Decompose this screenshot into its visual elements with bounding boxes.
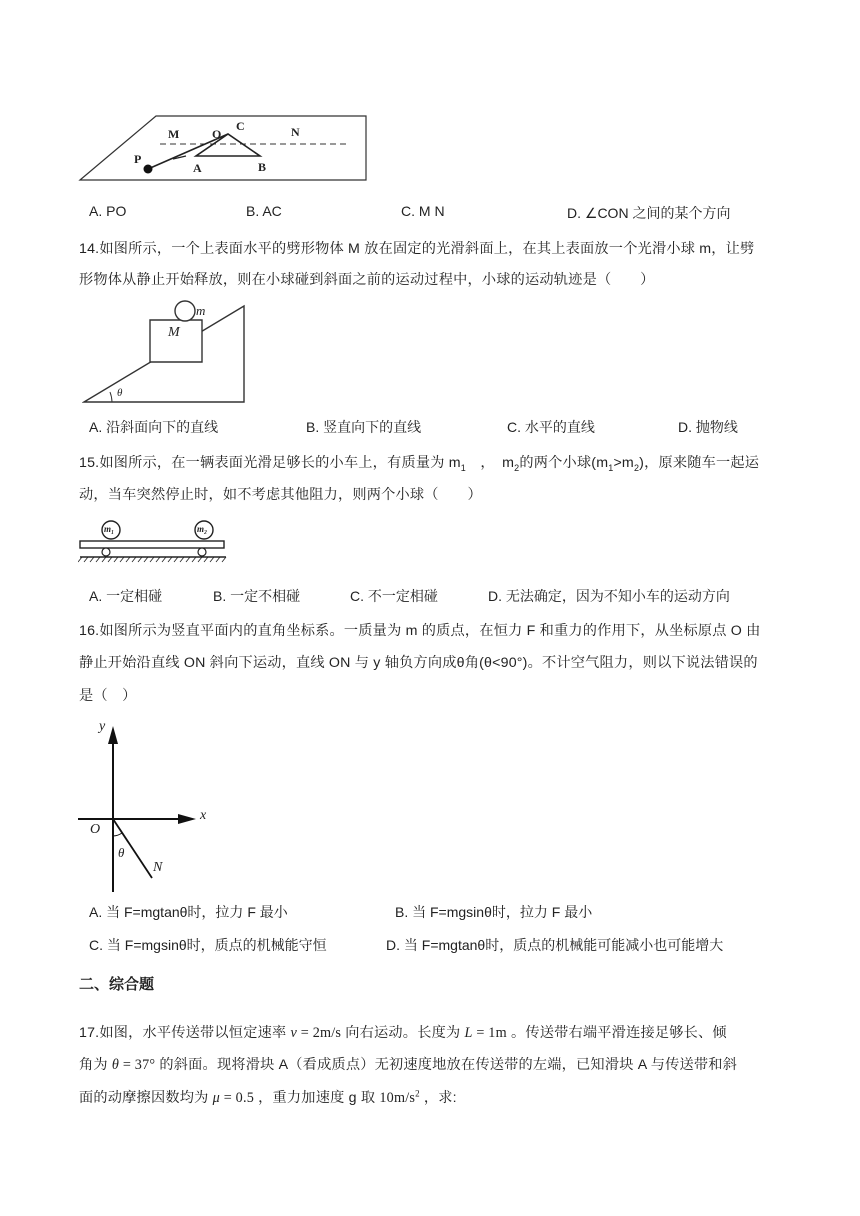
q15-stem-line2: 动，当车突然停止时，如不考虑其他阻力，则两个小球（ ） [79,487,482,503]
q15-option-a[interactable]: A. 一定相碰 [89,588,163,604]
q14-label-theta: θ [117,387,123,399]
q17-stem-line1: 17.如图，水平传送带以恒定速率 v = 2m/s 向右运动。长度为 L = 1m 。传送带右端平滑连接足够长、倾 [79,1025,727,1041]
q15-option-b[interactable]: B. 一定不相碰 [213,588,301,604]
q16-option-d[interactable]: D. 当 F=mgtanθ时，质点的机械能可能减小也可能增大 [386,937,724,953]
q13-option-d[interactable]: D. ∠CON 之间的某个方向 [567,205,731,221]
q17-stem-line3: 面的动摩擦因数均为 μ = 0.5 ，重力加速度 g 取 $10m/s^2$ ，求: [79,1088,457,1106]
cart-body [80,541,224,548]
q16-stem-line3: 是（ ） [79,688,137,704]
q16-option-c[interactable]: C. 当 F=mgsinθ时，质点的机械能守恒 [89,937,327,953]
q13-label-p: P [134,152,142,166]
q13-label-m: M [168,127,180,141]
wheel-right [198,548,206,556]
y-axis-arrow [108,726,118,744]
plane-outline [80,116,366,180]
wheel-left [102,548,110,556]
ball-p [144,165,153,174]
q13-option-b[interactable]: B. AC [246,203,282,219]
q16-stem-line1: 16.如图所示为竖直平面内的直角坐标系。一质量为 m 的质点，在恒力 F 和重力的作用下，从坐标原点 O 由 [79,623,761,639]
q13-option-c[interactable]: C. M N [401,203,445,219]
q14-option-d[interactable]: D. 抛物线 [678,419,738,435]
q13-label-c: C [236,119,245,133]
q16-label-x: x [200,808,207,823]
q14-stem-line2: 形物体从静止开始释放，则在小球碰到斜面之前的运动过程中，小球的运动轨迹是（ ） [79,272,655,288]
q14-label-m-small: m [196,303,206,318]
q14-figure-wedge [82,296,248,406]
q13-label-b: B [258,160,267,174]
q16-label-o: O [90,822,101,837]
q16-label-theta: θ [118,845,125,860]
q17-stem-line2: 角为 θ = 37° 的斜面。现将滑块 A（看成质点）无初速度地放在传送带的左端，已知滑块 A 与传送带和斜 [79,1057,738,1073]
q15-stem-line1: 15.如图所示，在一辆表面光滑足够长的小车上，有质量为 $m_1$ ， $m_2$的两个小球$(m_1>m_2)$，原来随车一起运 [79,455,760,473]
q16-option-a[interactable]: A. 当 F=mgtanθ时，拉力 F 最小 [89,904,288,920]
q16-figure-axes [78,720,218,892]
q14-option-c[interactable]: C. 水平的直线 [507,419,595,435]
q15-label-m1: m₁ [104,524,115,534]
q14-stem-line1: 14.如图所示，一个上表面水平的劈形物体 M 放在固定的光滑斜面上，在其上表面放一个光滑小球 m，让劈 [79,241,755,257]
q15-option-c[interactable]: C. 不一定相碰 [350,588,438,604]
q16-label-y: y [99,719,106,734]
q15-label-m2: m₂ [197,524,208,534]
q16-label-n: N [153,860,163,875]
q14-label-m-big: M [168,325,180,340]
q16-option-b[interactable]: B. 当 F=mgsinθ时，拉力 F 最小 [395,904,593,920]
q14-option-a[interactable]: A. 沿斜面向下的直线 [89,419,219,435]
triangle-abc [196,134,260,156]
q15-option-d[interactable]: D. 无法确定，因为不知小车的运动方向 [488,588,730,604]
q16-stem-line2: 静止开始沿直线 ON 斜向下运动，直线 ON 与 y 轴负方向成θ角(θ<90°)。不计空气阻力，则以下说法错误的 [79,655,758,671]
q13-label-o: O [212,127,222,141]
q13-label-a: A [193,161,202,175]
ball-m [175,301,195,321]
x-axis-arrow [178,814,196,824]
section-heading: 二、综合题 [79,976,155,993]
q13-option-a[interactable]: A. PO [89,203,127,219]
q14-option-b[interactable]: B. 竖直向下的直线 [306,419,422,435]
q13-label-n: N [291,125,300,139]
q13-figure-plane [78,112,370,184]
